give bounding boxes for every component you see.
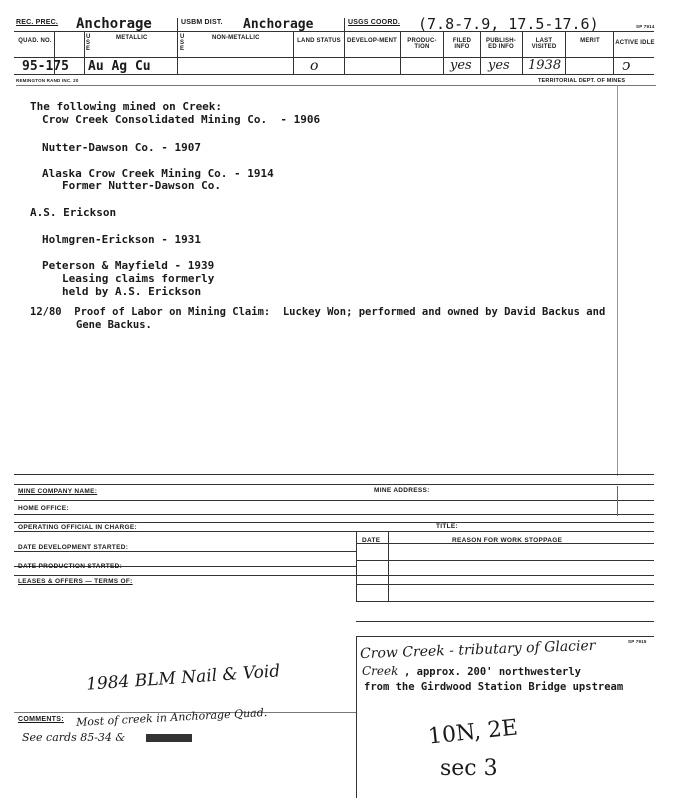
land-status-value: o: [310, 58, 319, 74]
active-idle-label: ACTIVE IDLE: [615, 40, 655, 46]
quad-serial-value: 95-175: [22, 59, 69, 74]
body-line-6: A.S. Erickson: [30, 206, 117, 219]
body-line-5: Former Nutter-Dawson Co.: [62, 179, 221, 192]
section-handwritten: sec 3: [440, 756, 498, 781]
body-line-3: Nutter-Dawson Co. - 1907: [42, 141, 201, 154]
body-line-7: Holmgren-Erickson - 1931: [42, 233, 201, 246]
location-handwritten-1: Crow Creek - tributary of Glacier: [359, 637, 596, 663]
location-handwritten-2: Creek: [362, 664, 399, 678]
territorial-dept-label: TERRITORIAL DEPT. OF MINES: [538, 78, 626, 84]
non-metallic-label: NON-METALLIC: [212, 35, 260, 41]
body-line-4: Alaska Crow Creek Mining Co. - 1914: [42, 167, 274, 180]
land-status-label: LAND STATUS: [297, 38, 341, 44]
use-code-1: U S E: [86, 34, 91, 52]
filed-info-value: yes: [450, 58, 472, 73]
body-line-8: Peterson & Mayfield - 1939: [42, 259, 215, 272]
comments-label: COMMENTS:: [18, 716, 64, 723]
active-idle-value: ↄ: [622, 56, 631, 74]
redaction-scribble: [146, 734, 192, 742]
production-label: PRODUC-TION: [407, 38, 437, 50]
development-label: DEVELOP-MENT: [346, 38, 398, 44]
reason-stoppage-label: REASON FOR WORK STOPPAGE: [452, 537, 563, 544]
usbm-dist-label: USBM DIST.: [181, 19, 223, 26]
date-production-started-label: DATE PRODUCTION STARTED:: [18, 563, 123, 570]
location-typed-2: from the Girdwood Station Bridge upstream: [364, 681, 624, 693]
rec-prec-value: Anchorage: [76, 16, 152, 32]
home-office-label: HOME OFFICE:: [18, 505, 69, 512]
body-line-1: The following mined on Creek:: [30, 100, 223, 113]
comments-handwritten-2: See cards 85-34 &: [22, 731, 126, 744]
leases-offers-label: LEASES & OFFERS — TERMS OF:: [18, 578, 133, 585]
location-typed-1: , approx. 200' northwesterly: [404, 666, 582, 678]
mine-address-label: MINE ADDRESS:: [374, 487, 430, 494]
use-code-2: U S E: [180, 34, 185, 52]
body-line-9: Leasing claims formerly: [62, 272, 215, 285]
blm-handwritten-note: 1984 BLM Nail & Void: [85, 661, 281, 695]
date-development-started-label: DATE DEVELOPMENT STARTED:: [18, 544, 129, 551]
usgs-coord-value: (7.8-7.9, 17.5-17.6): [418, 15, 599, 33]
title-label: TITLE:: [436, 523, 459, 530]
metallic-label: METALLIC: [116, 35, 148, 41]
rec-prec-label: REC. PREC.: [16, 19, 59, 26]
date-column-label: DATE: [362, 537, 381, 544]
quad-label: QUAD. NO.: [18, 38, 52, 44]
metallic-value: Au Ag Cu: [88, 59, 151, 74]
published-info-value: yes: [488, 58, 510, 73]
filed-info-label: FILED INFO: [452, 38, 472, 50]
township-range-handwritten: 10N, 2E: [426, 715, 519, 750]
form-number-bottom: SP 7915: [628, 639, 647, 644]
body-line-10: held by A.S. Erickson: [62, 285, 202, 298]
last-visited-value: 1938: [528, 58, 562, 73]
last-visited-label: LAST VISITED: [531, 38, 557, 50]
merit-label: MERIT: [580, 38, 600, 44]
usgs-coord-label: USGS COORD.: [348, 19, 400, 26]
comments-handwritten-1: Most of creek in Anchorage Quad.: [75, 706, 268, 729]
operating-official-label: OPERATING OFFICIAL IN CHARGE:: [18, 524, 137, 531]
body-line-11: 12/80 Proof of Labor on Mining Claim: Luckey Won; performed and owned by David Backus and: [30, 306, 606, 318]
printer-imprint: REMINGTON RAND INC. 20: [16, 78, 79, 83]
body-line-12: Gene Backus.: [76, 319, 152, 331]
mine-company-name-label: MINE COMPANY NAME:: [18, 488, 98, 495]
body-line-2: Crow Creek Consolidated Mining Co. - 1906: [42, 113, 321, 126]
form-number-top: SP 7914: [636, 24, 655, 29]
published-info-label: PUBLISH-ED INFO: [486, 38, 516, 50]
usbm-dist-value: Anchorage: [243, 17, 314, 32]
